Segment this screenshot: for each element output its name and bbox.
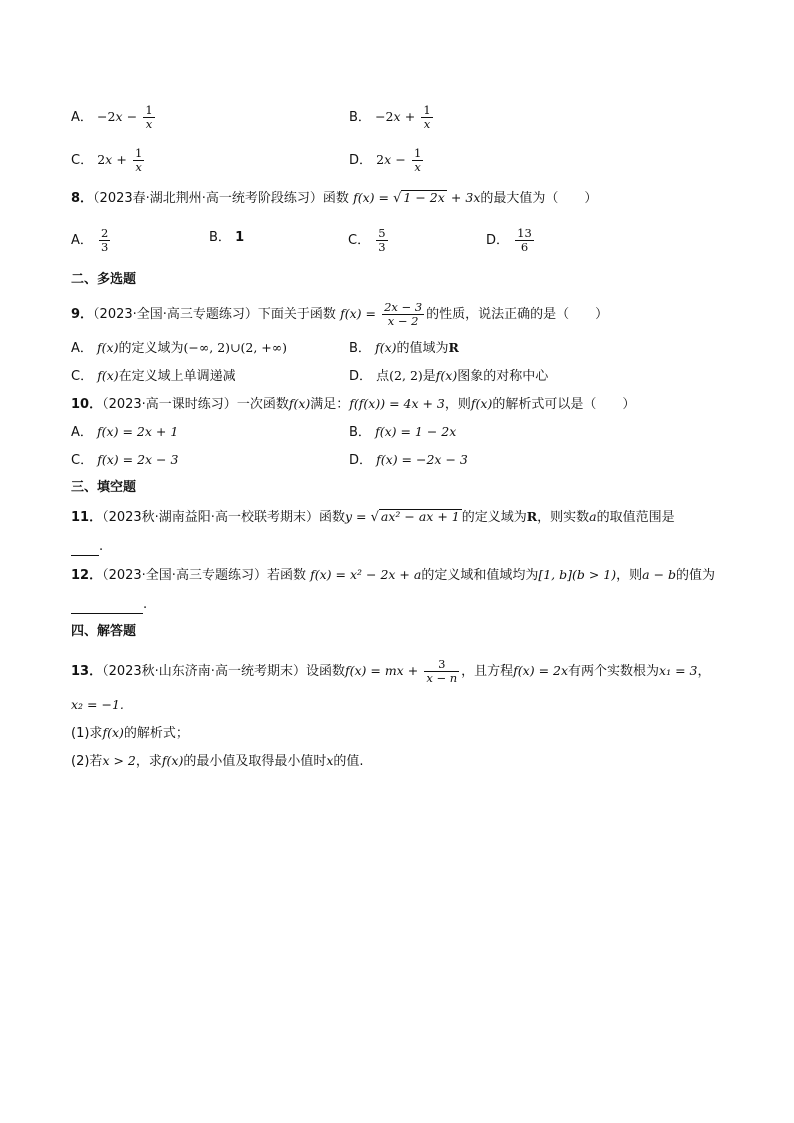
math-expr: R	[448, 340, 459, 355]
fraction	[99, 227, 110, 254]
question-source: （2023秋·山东济南·高一统考期末）	[102, 664, 306, 679]
question-number: 10．	[71, 397, 103, 412]
q10-stem	[71, 395, 635, 414]
numerator: 5	[378, 226, 386, 240]
math-expr: [1, b](b > 1)	[538, 567, 617, 582]
q7-option-a	[71, 104, 157, 131]
math-expr: a − b	[642, 567, 677, 582]
math-coef: 2	[376, 152, 385, 167]
question-source: （2023秋·湖南益阳·高一校联考期末）	[102, 510, 319, 525]
option-label: D．	[349, 369, 373, 384]
q8-option-b	[209, 229, 244, 247]
stem-text: 设函数	[305, 664, 345, 679]
numerator: 13	[517, 226, 532, 240]
question-number: 13．	[71, 664, 103, 679]
option-label: A．	[71, 341, 93, 356]
math-var: x	[115, 109, 123, 124]
option-label: C．	[71, 369, 94, 384]
question-source: （2023·全国·高三专题练习）	[102, 568, 267, 583]
fraction	[382, 301, 424, 328]
q7-option-d	[349, 147, 425, 174]
numerator: 1	[413, 146, 422, 160]
q9-stem	[71, 301, 608, 328]
part-text: 的解析式；	[123, 726, 189, 741]
q10-option-d	[349, 451, 468, 470]
q13-part-1	[71, 724, 189, 743]
math-var: x	[393, 109, 401, 124]
numerator: 1	[135, 146, 143, 160]
denominator: x − n	[426, 671, 458, 685]
math-op: −	[126, 109, 138, 124]
numerator: 1	[423, 103, 431, 117]
stem-text: ，则实数	[537, 510, 590, 525]
q10-option-b	[349, 423, 456, 442]
q9-option-b	[349, 339, 459, 358]
q9-option-a	[71, 339, 287, 358]
stem-text: 的解析式可以是（ ）	[492, 397, 636, 412]
option-label: C．	[71, 153, 94, 168]
option-text: 图象的对称中心	[457, 369, 549, 384]
stem-text: .	[143, 597, 148, 612]
part-text: 求	[89, 726, 103, 741]
math-expr: y =	[344, 509, 367, 524]
math-expr: f(x) = mx +	[344, 663, 419, 678]
numerator: 2	[101, 226, 109, 240]
stem-text: 下面关于函数	[257, 307, 336, 322]
question-source: （2023·高一课时练习）	[102, 397, 237, 412]
numerator: 3	[424, 658, 459, 672]
stem-text: ，且方程	[461, 664, 514, 679]
math-expr: f(x)	[288, 396, 311, 411]
q8-option-a	[71, 227, 112, 254]
math-expr: f(x) = 2x	[513, 663, 569, 678]
option-label: B．	[349, 425, 371, 440]
part-text: 若	[89, 754, 103, 769]
denominator: x	[145, 117, 153, 131]
fraction	[412, 147, 423, 174]
q10-option-a	[71, 423, 178, 442]
option-text: 是	[422, 369, 436, 384]
math-expr: f(x) = x² − 2x + a	[310, 567, 422, 582]
math-expr: f(x)	[97, 368, 119, 383]
q12-stem	[71, 566, 715, 585]
answer-blank[interactable]	[71, 541, 99, 556]
stem-text: 函数	[318, 510, 345, 525]
math-var: x	[384, 152, 392, 167]
math-expr: f(x) =	[353, 190, 389, 205]
math-coef: −2	[97, 109, 116, 124]
math-expr: f(x)	[161, 753, 184, 768]
math-expr: x₁ = 3	[659, 663, 698, 678]
math-op: −	[395, 152, 406, 167]
q13-stem	[71, 658, 711, 685]
math-expr: a	[589, 509, 597, 524]
option-label: B．	[349, 341, 371, 356]
stem-text: 一次函数	[236, 397, 289, 412]
q13-part-2	[71, 752, 364, 771]
stem-text: 的值为	[676, 568, 716, 583]
option-label: C．	[348, 233, 371, 248]
stem-text: 若函数	[266, 568, 306, 583]
math-expr: f(x)	[435, 368, 458, 383]
question-number: 12．	[71, 568, 103, 583]
q12-answer-blank[interactable]	[71, 596, 147, 614]
q8-stem	[71, 189, 597, 208]
question-number: 8．	[71, 191, 94, 206]
question-number: 11．	[71, 510, 103, 525]
numerator: 1	[145, 103, 153, 117]
math-var: x	[105, 152, 113, 167]
q7-option-b	[349, 104, 435, 131]
denominator: 3	[378, 240, 386, 254]
math-expr: f(x) =	[340, 306, 376, 321]
math-expr: x	[326, 753, 334, 768]
q13-stem-cont	[71, 696, 124, 715]
math-coef: 2	[97, 152, 106, 167]
q9-option-d	[349, 367, 548, 386]
option-label: B．	[209, 230, 231, 245]
option-text: 点	[376, 369, 390, 384]
math-op: +	[116, 152, 127, 167]
math-expr: f(x)	[102, 725, 124, 740]
option-label: D．	[349, 453, 373, 468]
math-expr: f(f(x)) = 4x + 3	[349, 396, 445, 411]
stem-text: 的取值范围是	[596, 510, 675, 525]
section-title: 三、填空题	[71, 480, 137, 495]
fraction	[133, 147, 144, 174]
sqrt-sign: √	[393, 191, 402, 206]
option-label: B．	[349, 110, 371, 125]
option-value: 1	[235, 230, 245, 245]
option-text: 在定义域上单调递减	[118, 369, 236, 384]
math-expr: x₂ = −1.	[71, 697, 124, 712]
math-expr: f(x) = 2x − 3	[97, 452, 179, 467]
fraction	[376, 227, 387, 254]
radicand: ax² − ax + 1	[380, 509, 460, 524]
section-title: 二、多选题	[71, 272, 137, 287]
math-expr: (2, 2)	[389, 368, 423, 383]
stem-text: ，则	[616, 568, 643, 583]
question-source: （2023·全国·高三专题练习）	[93, 307, 258, 322]
stem-text: 满足：	[310, 397, 350, 412]
denominator: x	[135, 160, 142, 174]
stem-text: ，	[697, 664, 711, 679]
section-title: 四、解答题	[71, 624, 137, 639]
option-label: A．	[71, 233, 93, 248]
fraction	[143, 104, 154, 131]
part-label: (2)	[71, 754, 90, 769]
answer-blank[interactable]	[71, 599, 143, 614]
math-expr: f(x) = 2x + 1	[97, 424, 179, 439]
radicand: 1 − 2x	[403, 190, 445, 205]
denominator: 6	[520, 240, 529, 254]
part-label: (1)	[71, 726, 90, 741]
q8-option-d	[486, 227, 536, 254]
math-expr: f(x)	[97, 340, 119, 355]
q11-stem	[71, 508, 675, 527]
option-label: D．	[486, 233, 510, 248]
question-source: （2023春·湖北荆州·高一统考阶段练习）	[93, 191, 323, 206]
stem-text: 有两个实数根为	[568, 664, 660, 679]
stem-text: .	[99, 539, 104, 554]
stem-text: 的最大值为（ ）	[480, 191, 598, 206]
math-expr: f(x)	[470, 396, 493, 411]
part-text: ，求	[135, 754, 162, 769]
math-op: +	[404, 109, 416, 124]
q8-option-c	[348, 227, 390, 254]
stem-text: 函数	[322, 191, 349, 206]
option-text: 的定义域为	[118, 341, 184, 356]
denominator: 3	[101, 240, 109, 254]
q10-option-c	[71, 451, 178, 470]
numerator: 2x − 3	[384, 300, 423, 314]
math-coef: −2	[375, 109, 394, 124]
math-expr: x > 2	[102, 753, 136, 768]
math-expr: (−∞, 2)∪(2, +∞)	[183, 340, 288, 355]
stem-text: 的定义域和值域均为	[421, 568, 539, 583]
math-expr: R	[526, 509, 538, 524]
math-expr: + 3x	[450, 190, 481, 205]
fraction	[424, 658, 459, 685]
fraction	[515, 227, 534, 254]
part-text: 的最小值及取得最小值时	[183, 754, 327, 769]
math-expr: f(x) = −2x − 3	[376, 452, 468, 467]
option-label: A．	[71, 425, 93, 440]
option-label: D．	[349, 153, 373, 168]
q7-option-c	[71, 147, 146, 174]
option-label: C．	[71, 453, 94, 468]
denominator: x	[423, 117, 431, 131]
denominator: x − 2	[387, 314, 419, 328]
fraction	[421, 104, 432, 131]
math-expr: f(x) = 1 − 2x	[375, 424, 457, 439]
stem-text: ，则	[444, 397, 471, 412]
question-number: 9．	[71, 307, 94, 322]
sqrt-sign: √	[370, 510, 379, 525]
math-expr: f(x)	[375, 340, 397, 355]
part-text: 的值.	[333, 754, 364, 769]
option-text: 的值域为	[396, 341, 449, 356]
stem-text: 的性质，说法正确的是（ ）	[426, 307, 609, 322]
option-label: A．	[71, 110, 93, 125]
q11-answer-blank[interactable]	[71, 538, 103, 556]
q9-option-c	[71, 367, 236, 386]
stem-text: 的定义域为	[461, 510, 527, 525]
denominator: x	[414, 160, 421, 174]
